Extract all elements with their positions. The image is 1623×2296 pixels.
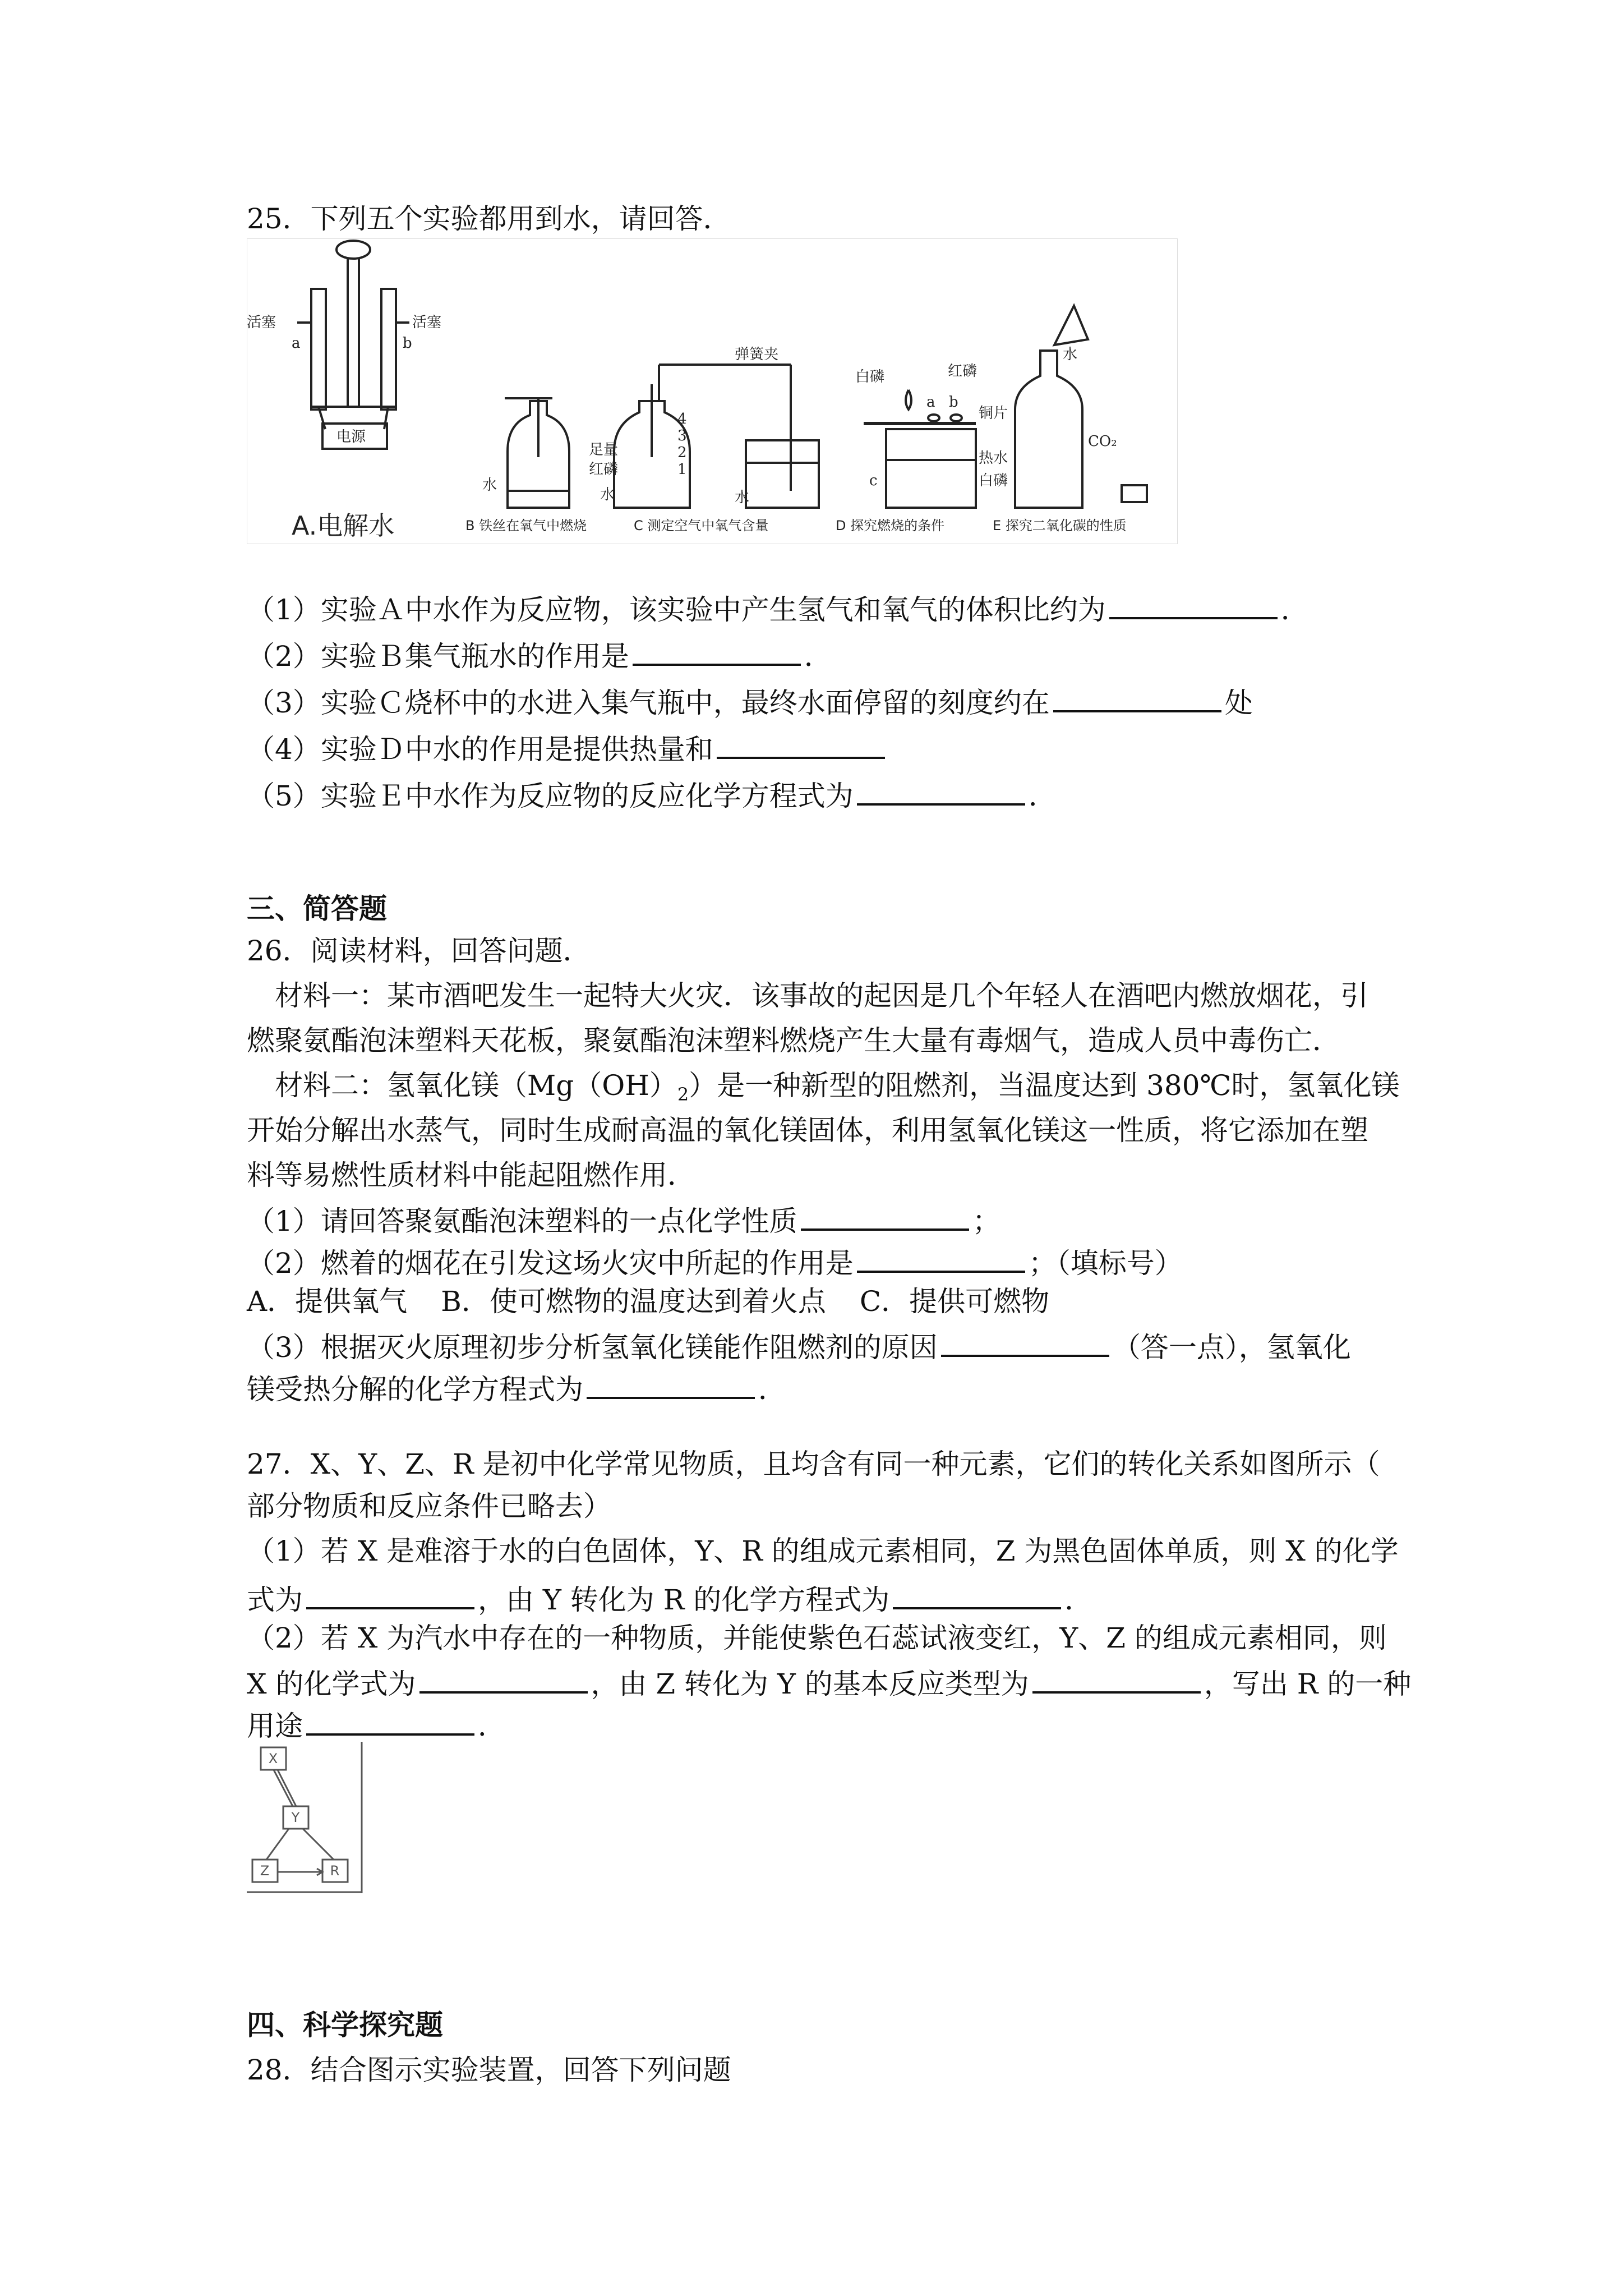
q26-material1-line2: 燃聚氨酯泡沫塑料天花板，聚氨酯泡沫塑料燃烧产生大量有毒烟气，造成人员中毒伤亡．: [247, 1024, 1340, 1057]
q26-options: [247, 1285, 1083, 1318]
caption-b: B 铁丝在氧气中燃烧: [465, 518, 587, 533]
power-label: 电源: [336, 429, 366, 445]
node-x: X: [268, 1751, 278, 1766]
q25-experiment-figure: [247, 238, 1178, 544]
q27-line2: 部分物质和反应条件已略去）: [247, 1490, 611, 1522]
d-copper-label: 铜片: [979, 405, 1008, 422]
a-letter: a: [292, 335, 301, 352]
answer-blank[interactable]: [857, 1243, 1025, 1273]
section-4-heading: 四、科学探究题: [247, 2009, 443, 2041]
q26-item-2: （2）燃着的烟花在引发这场火灾中所起的作用是 ；（填标号）: [247, 1243, 1183, 1280]
q27-part2-line1: （2）若 X 为汽水中存在的一种物质，并能使紫色石蕊试液变红，Y、Z 的组成元素相同，则: [247, 1622, 1387, 1654]
b-water-label: 水: [482, 477, 497, 494]
q27-part1-line2: 式为 ，由 Y 转化为 R 的化学方程式为 ．: [247, 1579, 1092, 1617]
q26-title: 26．阅读材料，回答问题．: [247, 935, 591, 967]
d-white-p2-label: 白磷: [979, 472, 1008, 489]
b-letter: b: [403, 335, 412, 352]
q27-conversion-diagram: [247, 1742, 365, 1893]
c-beaker-water-label: 水: [735, 489, 750, 506]
d-c-letter: c: [869, 472, 878, 489]
caption-d: D 探究燃烧的条件: [836, 518, 945, 533]
q27-part1-line1: （1）若 X 是难溶于水的白色固体，Y、R 的组成元素相同，Z 为黑色固体单质，则 X 的化学: [247, 1535, 1399, 1567]
c-scale-4: 4: [677, 411, 687, 427]
answer-blank[interactable]: [1032, 1663, 1201, 1694]
q25-item-2: （2）实验Ｂ集气瓶水的作用是 ．: [247, 636, 832, 673]
d-a-letter: a: [926, 394, 935, 411]
c-scale-3: 3: [677, 427, 687, 444]
q26-material2-line1: 材料二：氢氧化镁$(Mg(OH)_2)$是一种新型的阻燃剂，当温度达到 380℃时，氢氧化镁: [275, 1069, 1400, 1105]
red-p-excess-label: 足量: [589, 441, 619, 458]
q27-part2-line2: X 的化学式为 ，由 Z 转化为 Y 的基本反应类型为 ，写出 R 的一种: [247, 1663, 1411, 1701]
q25-item-3: （3）实验Ｃ烧杯中的水进入集气瓶中，最终水面停留的刻度约在 处: [247, 682, 1253, 720]
answer-blank[interactable]: [941, 1327, 1109, 1357]
node-r: R: [330, 1863, 340, 1879]
option-b: B．使可燃物的温度达到着火点: [441, 1285, 826, 1318]
q25-title: 25．下列五个实验都用到水，请回答．: [247, 203, 731, 235]
q26-material1-line1: 材料一：某市酒吧发生一起特大火灾．该事故的起因是几个年轻人在酒吧内燃放烟花，引: [275, 979, 1368, 1012]
answer-blank[interactable]: [1053, 682, 1221, 712]
b-valve-label: 活塞: [412, 314, 442, 331]
q26-material2-line3: 料等易燃性质材料中能起阻燃作用．: [247, 1159, 695, 1191]
caption-e: E 探究二氧化碳的性质: [993, 518, 1127, 533]
answer-blank[interactable]: [801, 1200, 969, 1231]
q28-title: 28．结合图示实验装置，回答下列问题: [247, 2054, 731, 2086]
c-scale-2: 2: [677, 444, 687, 461]
answer-blank[interactable]: [419, 1663, 588, 1694]
option-a: A．提供氧气: [247, 1285, 408, 1318]
red-p-label: 红磷: [589, 461, 619, 478]
answer-blank[interactable]: [857, 775, 1025, 806]
q26-item-3-line2: 镁受热分解的化学方程式为 ．: [247, 1369, 786, 1406]
e-co2-label: CO₂: [1088, 433, 1117, 450]
d-hot-water-label: 热水: [979, 450, 1008, 467]
d-red-p-label: 红磷: [948, 363, 978, 380]
q25-item-4: （4）实验Ｄ中水的作用是提供热量和: [247, 729, 888, 766]
c-water-label: 水: [600, 486, 615, 503]
q25-item-5: （5）实验Ｅ中水作为反应物的反应化学方程式为 ．: [247, 775, 1057, 813]
answer-blank[interactable]: [893, 1579, 1061, 1609]
spring-clip-label: 弹簧夹: [735, 346, 779, 363]
node-y: Y: [291, 1810, 300, 1825]
caption-a: A.电解水: [292, 510, 395, 541]
q26-item-1: （1）请回答聚氨酯泡沫塑料的一点化学性质 ；: [247, 1200, 1000, 1238]
section-3-heading: 三、简答题: [247, 892, 387, 925]
c-scale-1: 1: [677, 461, 687, 478]
q26-material2-line2: 开始分解出水蒸气，同时生成耐高温的氧化镁固体，利用氢氧化镁这一性质，将它添加在塑: [247, 1114, 1368, 1147]
answer-blank[interactable]: [633, 636, 801, 666]
answer-blank[interactable]: [306, 1579, 474, 1609]
q27-diagram-svg: [247, 1742, 365, 1893]
answer-blank[interactable]: [717, 729, 885, 759]
answer-blank[interactable]: [587, 1369, 755, 1399]
a-valve-label: 活塞: [247, 314, 276, 331]
q25-figure-svg: [247, 238, 1178, 544]
e-water-label: 水: [1063, 346, 1078, 363]
node-z: Z: [260, 1863, 270, 1879]
q25-item-1: （1）实验Ａ中水作为反应物，该实验中产生氢气和氧气的体积比约为 ．: [247, 589, 1309, 627]
q26-item-3: （3）根据灭火原理初步分析氢氧化镁能作阻燃剂的原因 （答一点），氢氧化: [247, 1327, 1351, 1364]
option-c: C．提供可燃物: [859, 1285, 1050, 1318]
q27-part2-line3: 用途 ．: [247, 1705, 506, 1743]
d-white-p-label: 白磷: [855, 369, 885, 385]
answer-blank[interactable]: [1109, 589, 1278, 619]
answer-blank[interactable]: [306, 1705, 474, 1736]
q27-line1: 27．X、Y、Z、R 是初中化学常见物质，且均含有同一种元素，它们的转化关系如图所示（: [247, 1448, 1380, 1480]
caption-c: C 测定空气中氧气含量: [634, 518, 769, 533]
d-b-letter: b: [949, 394, 958, 411]
